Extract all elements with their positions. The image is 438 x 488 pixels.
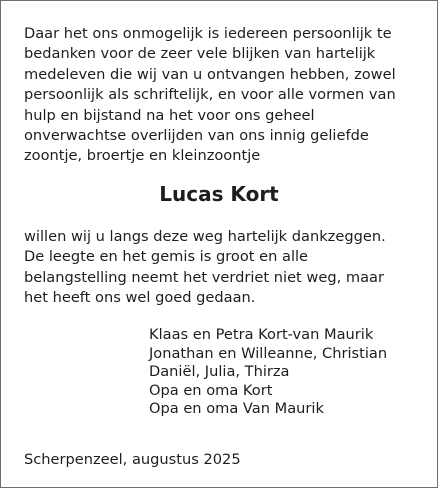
family-line: Klaas en Petra Kort-van Maurik	[149, 326, 374, 343]
place-and-date: Scherpenzeel, augustus 2025	[24, 451, 241, 468]
intro-line: persoonlijk als schriftelijk, en voor alle vormen van	[24, 86, 396, 104]
thanks-line: willen wij u langs deze weg hartelijk dankzeggen.	[24, 228, 386, 245]
intro-paragraph	[24, 24, 424, 167]
intro-line: hulp en bijstand na het voor ons geheel	[24, 106, 315, 124]
intro-line: Daar het ons onmogelijk is iedereen persoonlijk te	[24, 25, 392, 42]
thanks-line: het heeft ons wel goed gedaan.	[24, 289, 256, 307]
family-line: Opa en oma Van Maurik	[149, 400, 324, 418]
intro-line: medeleven die wij van u ontvangen hebben, zowel	[24, 65, 396, 83]
deceased-name: Lucas Kort	[159, 182, 279, 206]
family-line: Opa en oma Kort	[149, 381, 273, 399]
family-line: Daniël, Julia, Thirza	[149, 363, 290, 381]
thanks-line: De leegte en het gemis is groot en alle	[24, 248, 309, 266]
family-line: Jonathan en Willeanne, Christian	[149, 344, 388, 362]
family-signatures	[149, 326, 429, 419]
thanks-paragraph	[24, 227, 424, 309]
intro-line: zoontje, broertje en kleinzoontje	[24, 147, 261, 165]
thanks-line: belangstelling neemt het verdriet niet weg, maar	[24, 268, 384, 286]
intro-line: bedanken voor de zeer vele blijken van hartelijk	[24, 45, 376, 63]
intro-line: onverwachtse overlijden van ons innig geliefde	[24, 127, 369, 145]
